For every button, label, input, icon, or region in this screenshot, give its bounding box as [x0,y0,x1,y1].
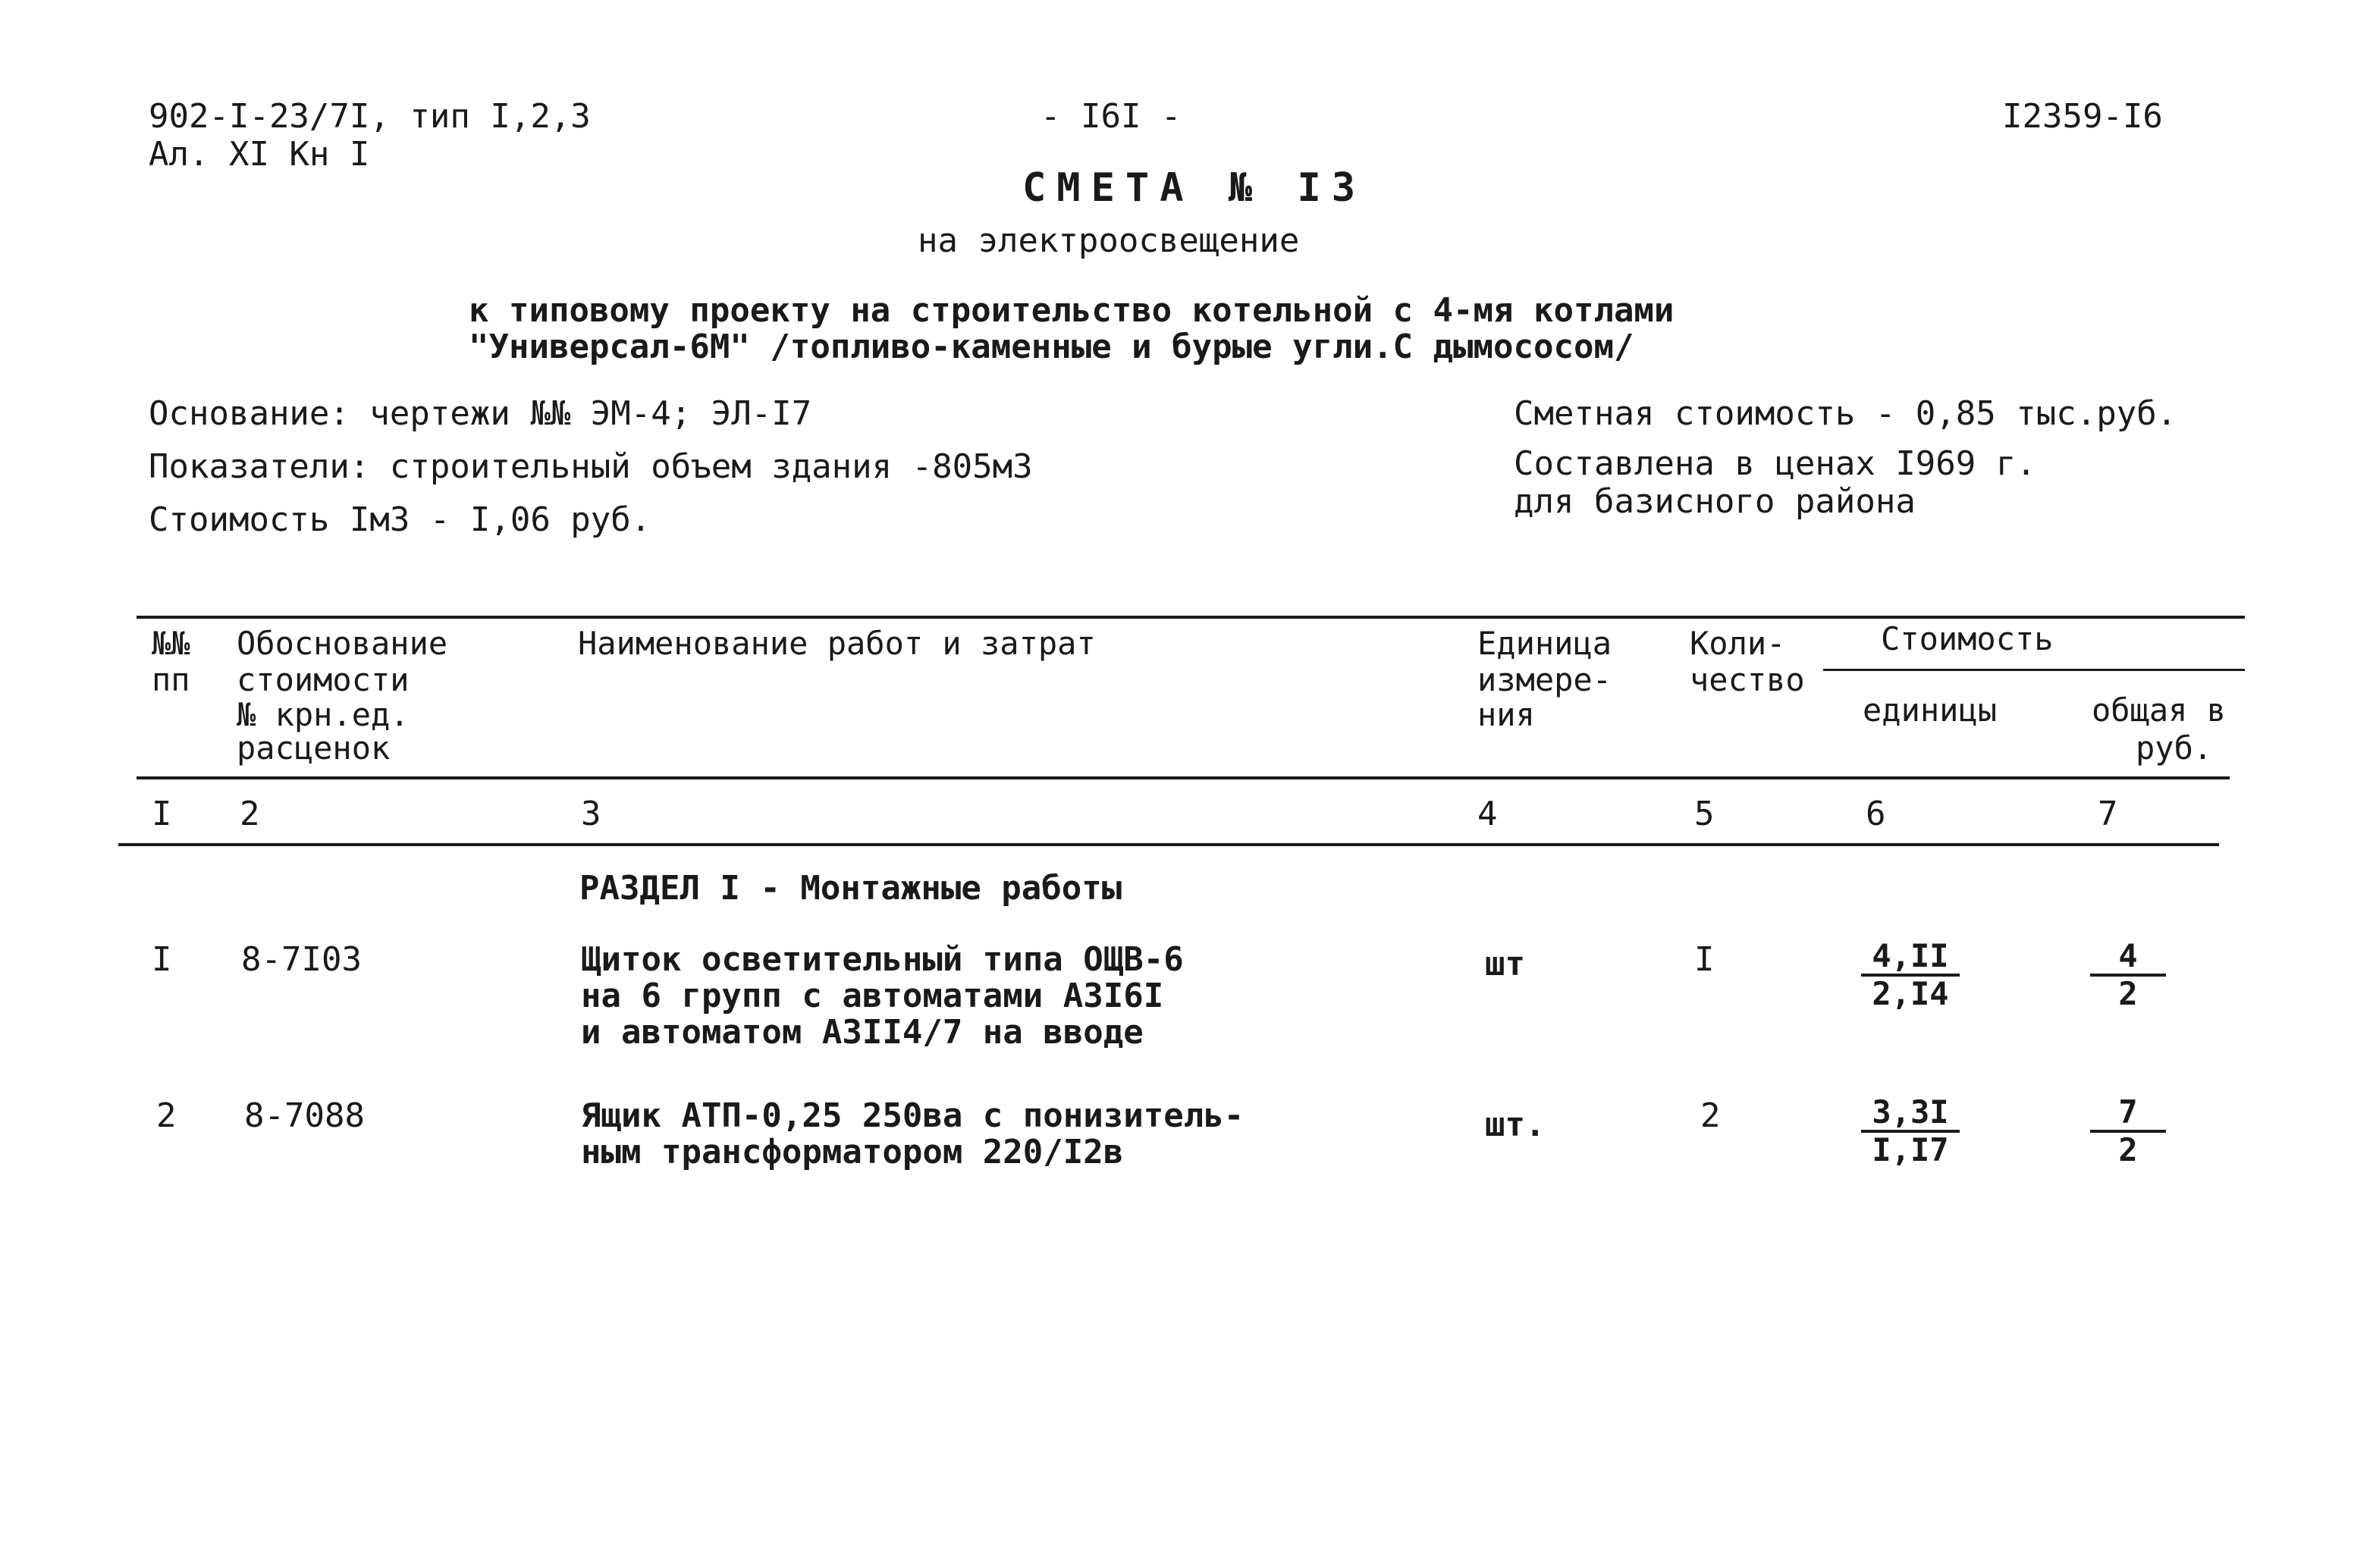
row-unit: шт [1485,945,1525,983]
estimate-title: СМЕТА № I3 [1022,165,1367,211]
header-num-l2: пп [152,661,190,698]
table-top-rule [137,616,2245,619]
header-work-name: Наименование работ и затрат [578,625,1096,662]
row-total-cost-top: 4 [2090,940,2166,977]
header-basis-l4: расценок [237,729,391,767]
row-total-cost-bottom: 2 [2118,1131,2138,1168]
header-basis-l3: № крн.ед. [237,696,410,733]
section-title: РАЗДЕЛ I - Монтажные работы [579,869,1122,908]
row-work-name-l1: Ящик АТП-0,25 250ва с понизитель- [581,1096,1245,1135]
row-total-cost [2090,1093,2166,1168]
page-number: - I6I - [1041,97,1182,136]
header-unit-l2: измере- [1477,661,1612,698]
project-description-line2: "Универсал-6М" /топливо-каменные и бурые угли.С дымососом/ [469,328,1634,366]
cost-group-rule [1823,669,2245,671]
col-number-1: I [152,795,172,833]
row-price-code: 8-7I03 [241,940,362,979]
col-number-6: 6 [1866,795,1886,833]
row-number: I [152,940,172,979]
row-total-cost [2090,937,2166,1012]
header-total-l1: общая в [2092,691,2227,729]
header-total-l2: руб. [2136,729,2213,767]
row-total-cost-top: 7 [2090,1096,2166,1133]
doc-code: I2359-I6 [2002,97,2163,136]
row-unit-cost-top: 3,3I [1861,1096,1960,1133]
basis-drawings: Основание: чертежи №№ ЭМ-4; ЭЛ-I7 [149,394,812,433]
row-total-cost-bottom: 2 [2118,975,2138,1012]
row-unit-cost-top: 4,II [1861,940,1960,977]
row-unit-cost [1861,937,1960,1012]
header-unit-l1: Единица [1477,625,1612,662]
row-price-code: 8-7088 [244,1096,365,1135]
col-number-2: 2 [240,795,260,833]
row-unit: шт. [1485,1105,1546,1144]
header-unit-l3: ния [1477,696,1535,733]
row-work-name-l2: ным трансформатором 220/I2в [581,1133,1124,1171]
row-number: 2 [156,1096,177,1135]
row-work-name-l1: Щиток осветительный типа ОЩВ-6 [581,940,1184,979]
col-number-5: 5 [1694,795,1715,833]
header-unit-cost: единицы [1863,691,1998,729]
unit-volume-cost: Стоимость Iм3 - I,06 руб. [149,500,651,539]
doc-album: Ал. XI Кн I [149,135,370,174]
header-qty-l2: чество [1690,661,1805,698]
row-work-name-l3: и автоматом АЗII4/7 на вводе [581,1013,1144,1052]
col-number-7: 7 [2098,795,2118,833]
project-description-line1: к типовому проекту на строительство котельной с 4-мя котлами [469,291,1675,330]
building-volume: Показатели: строительный объем здания -805м3 [149,447,1033,486]
row-unit-cost [1861,1093,1960,1168]
row-unit-cost-bottom: I,I7 [1872,1131,1949,1168]
header-basis-l2: стоимости [237,661,410,698]
row-work-name-l2: на 6 групп с автоматами АЗI6I [581,977,1164,1015]
row-quantity: I [1694,940,1715,979]
estimate-subtitle: на электроосвещение [918,221,1300,260]
header-num-l1: №№ [152,625,190,662]
header-bottom-rule [137,776,2230,779]
header-qty-l1: Коли- [1690,625,1786,662]
doc-series: 902-I-23/7I, тип I,2,3 [149,97,591,136]
prices-year: Составлена в ценах I969 г. [1514,444,2036,483]
row-quantity: 2 [1700,1096,1721,1135]
col-number-4: 4 [1477,795,1498,833]
estimated-cost: Сметная стоимость - 0,85 тыс.руб. [1514,394,2177,433]
row-unit-cost-bottom: 2,I4 [1872,975,1949,1012]
col-number-3: 3 [581,795,601,833]
header-basis-l1: Обоснование [237,625,448,662]
col-numbers-rule [118,843,2219,846]
base-region: для базисного района [1514,482,1916,521]
header-cost-group: Стоимость [1881,620,2054,657]
